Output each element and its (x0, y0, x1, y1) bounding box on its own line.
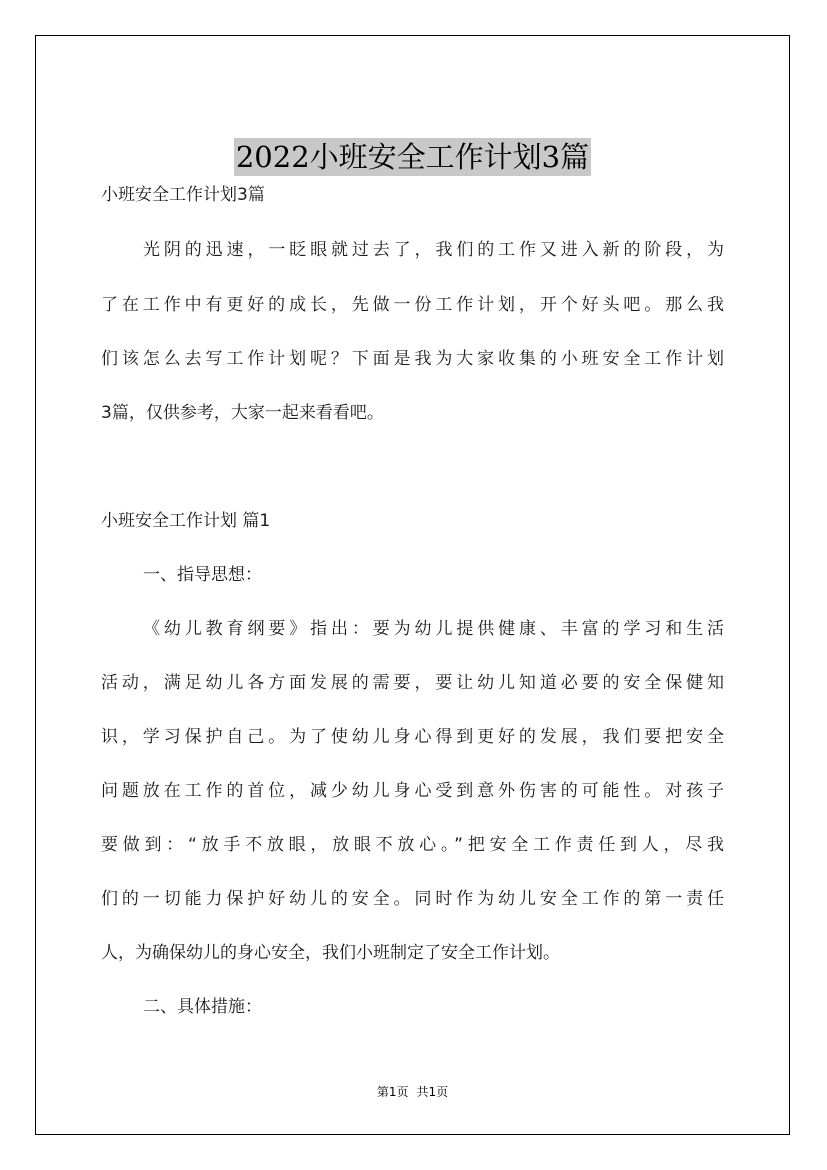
intro-line-2: 了在工作中有更好的成长，先做一份工作计划，开个好头吧。那么我 (101, 295, 724, 315)
page-total: 共1页 (416, 1085, 449, 1099)
part1-line-6: 们的一切能力保护好幼儿的安全。同时作为幼儿安全工作的第一责任 (101, 889, 724, 909)
part1-line-1: 《幼儿教育纲要》指出：要为幼儿提供健康、丰富的学习和生活 (143, 619, 724, 639)
document-title-text: 2022小班安全工作计划3篇 (235, 140, 590, 174)
section-heading: 小班安全工作计划 篇1 (101, 511, 271, 531)
document-subtitle: 小班安全工作计划3篇 (101, 185, 265, 205)
part1-line-2: 活动，满足幼儿各方面发展的需要，要让幼儿知道必要的安全保健知 (101, 673, 724, 693)
part1-line-5: 要做到：“放手不放眼，放眼不放心。”把安全工作责任到人，尽我 (101, 835, 724, 855)
intro-line-3: 们该怎么去写工作计划呢？下面是我为大家收集的小班安全工作计划 (101, 349, 724, 369)
page-footer (36, 1083, 789, 1100)
page-number: 第1页 (376, 1085, 409, 1099)
document-title (36, 138, 789, 176)
part1-line-3: 识，学习保护自己。为了使幼儿身心得到更好的发展，我们要把安全 (101, 727, 724, 747)
intro-line-4: 3篇，仅供参考，大家一起来看看吧。 (101, 403, 384, 423)
part1-heading: 一、指导思想： (143, 565, 262, 585)
document-page (35, 35, 790, 1135)
part1-line-7: 人，为确保幼儿的身心安全，我们小班制定了安全工作计划。 (101, 943, 560, 963)
part1-line-4: 问题放在工作的首位，减少幼儿身心受到意外伤害的可能性。对孩子 (101, 781, 724, 801)
part2-heading: 二、具体措施： (143, 997, 262, 1017)
intro-line-1: 光阴的迅速，一眨眼就过去了，我们的工作又进入新的阶段，为 (143, 240, 724, 260)
